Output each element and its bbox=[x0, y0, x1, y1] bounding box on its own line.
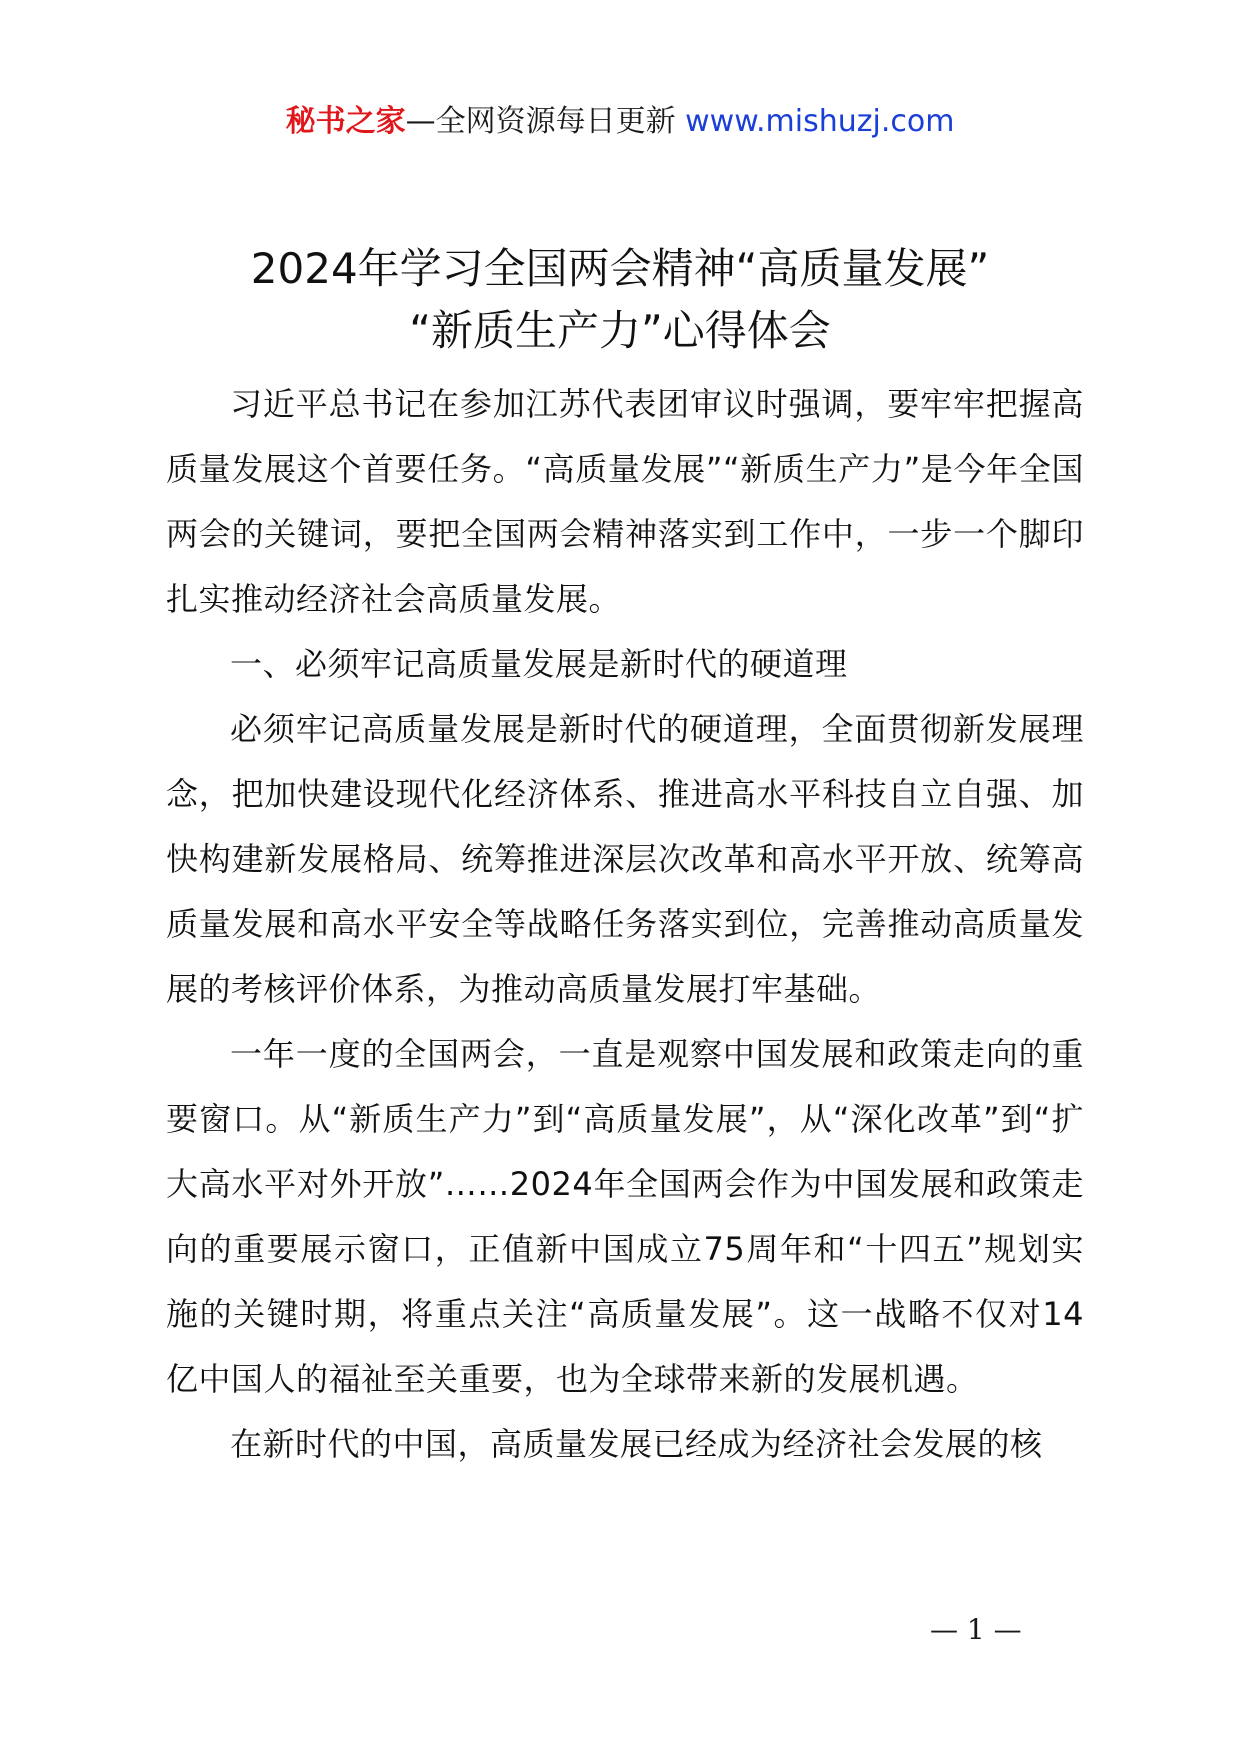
body-paragraph: 在新时代的中国，高质量发展已经成为经济社会发展的核 bbox=[230, 1425, 1043, 1463]
header-slogan: —全网资源每日更新 bbox=[405, 104, 686, 139]
site-header bbox=[0, 100, 1240, 144]
body-paragraph: 一年一度的全国两会，一直是观察中国发展和政策走向的重要窗口。从“新质生产力”到“高质量发展”，从“深化改革”到“扩大高水平对外开放”……2024年全国两会作为中国发展和政策走向的重要展示窗口，正值新中国成立75周年和“十四五”规划实施的关键时期，将重点关注“高质量发展”。这一战略不仅对14亿中国人的福祉至关重要，也为全球带来新的发展机遇。 bbox=[166, 1035, 1084, 1398]
section-heading: 一、必须牢记高质量发展是新时代的硬道理 bbox=[230, 645, 848, 683]
document-body bbox=[166, 372, 1084, 1477]
intro-paragraph: 习近平总书记在参加江苏代表团审议时强调，要牢牢把握高质量发展这个首要任务。“高质量发展”“新质生产力”是今年全国两会的关键词，要把全国两会精神落实到工作中，一步一个脚印扎实推动经济社会高质量发展。 bbox=[166, 385, 1084, 618]
body-paragraph: 必须牢记高质量发展是新时代的硬道理，全面贯彻新发展理念，把加快建设现代化经济体系、推进高水平科技自立自强、加快构建新发展格局、统筹推进深层次改革和高水平开放、统筹高质量发展和高水平安全等战略任务落实到位，完善推动高质量发展的考核评价体系，为推动高质量发展打牢基础。 bbox=[166, 710, 1084, 1008]
document-title bbox=[0, 238, 1240, 362]
page-number: — 1 — bbox=[930, 1613, 1022, 1646]
title-line-2: “新质生产力”心得体会 bbox=[409, 306, 831, 355]
website-link[interactable]: www.mishuzj.com bbox=[685, 104, 955, 139]
title-line-1: 2024年学习全国两会精神“高质量发展” bbox=[250, 244, 990, 293]
brand-name: 秘书之家 bbox=[285, 104, 406, 139]
